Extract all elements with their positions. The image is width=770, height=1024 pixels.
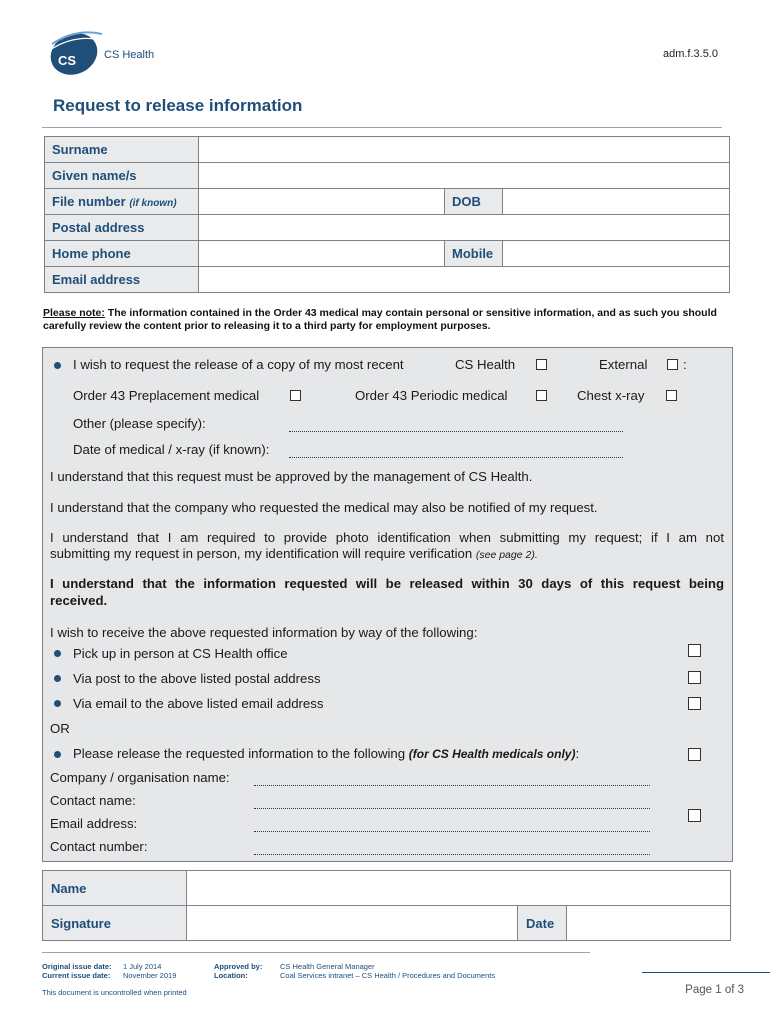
- original-issue-label: Original issue date:: [42, 962, 112, 971]
- understand-approval-text: I understand that this request must be approved by the management of CS Health.: [50, 469, 533, 484]
- periodic-label: Order 43 Periodic medical: [355, 388, 508, 403]
- company-field[interactable]: [254, 784, 650, 786]
- home-phone-label: Home phone: [45, 241, 199, 267]
- uncontrolled-notice: This document is uncontrolled when printed: [42, 988, 187, 997]
- please-note-label: Please note:: [43, 307, 105, 319]
- cs-health-logo: [46, 24, 106, 80]
- release-to-label: Please release the requested information to the following (for CS Health medicals only):: [73, 746, 580, 761]
- surname-label: Surname: [45, 137, 199, 163]
- postal-address-label: Postal address: [45, 215, 199, 241]
- date-of-medical-field[interactable]: [289, 456, 623, 458]
- file-number-field[interactable]: [199, 189, 445, 215]
- document-reference: adm.f.3.5.0: [662, 48, 718, 60]
- bullet-icon: [54, 362, 61, 369]
- pickup-checkbox[interactable]: [688, 644, 701, 657]
- understand-id-text-2: submitting my request in person, my identification will require verification (see page 2).: [50, 546, 538, 561]
- name-field[interactable]: [187, 871, 731, 906]
- preplacement-checkbox[interactable]: [290, 390, 301, 401]
- chest-xray-checkbox[interactable]: [666, 390, 677, 401]
- via-email-checkbox[interactable]: [688, 697, 701, 710]
- via-post-label: Via post to the above listed postal address: [73, 671, 321, 686]
- understand-30-days-text-2: received.: [50, 593, 108, 608]
- receive-intro-text: I wish to receive the above requested information by way of the following:: [50, 625, 478, 640]
- please-note-text: The information contained in the Order 43 medical may contain personal or sensitive information, and as such you should carefully review the content prior to releasing it to a third party for employment purposes.: [43, 307, 717, 332]
- understand-id-text-1: I understand that I am required to provide photo identification when submitting my request; if I am not: [50, 530, 724, 545]
- location-label: Location:: [214, 971, 248, 980]
- chest-xray-label: Chest x-ray: [577, 388, 645, 403]
- other-specify-field[interactable]: [289, 430, 623, 432]
- email-field[interactable]: [254, 830, 650, 832]
- file-number-note: (if known): [129, 198, 177, 209]
- contact-number-field[interactable]: [254, 853, 650, 855]
- contact-number-label: Contact number:: [50, 839, 148, 854]
- name-label: Name: [43, 871, 187, 906]
- date-of-medical-label: Date of medical / x-ray (if known):: [73, 442, 270, 457]
- bullet-icon: [54, 650, 61, 657]
- approved-by-value: CS Health General Manager: [280, 962, 375, 971]
- title-divider: [42, 127, 722, 128]
- other-specify-label: Other (please specify):: [73, 416, 206, 431]
- date-label: Date: [518, 906, 567, 941]
- dob-field[interactable]: [503, 189, 730, 215]
- signature-table: [42, 870, 731, 941]
- page-title: Request to release information: [53, 96, 303, 115]
- via-post-checkbox[interactable]: [688, 671, 701, 684]
- given-names-label: Given name/s: [45, 163, 199, 189]
- current-issue-label: Current issue date:: [42, 971, 111, 980]
- cs-health-checkbox[interactable]: [536, 359, 547, 370]
- preplacement-label: Order 43 Preplacement medical: [73, 388, 260, 403]
- page-number: Page 1 of 3: [685, 984, 744, 996]
- surname-field[interactable]: [199, 137, 730, 163]
- mobile-field[interactable]: [503, 241, 730, 267]
- external-colon: :: [683, 357, 687, 372]
- release-to-checkbox[interactable]: [688, 748, 701, 761]
- signature-label: Signature: [43, 906, 187, 941]
- understand-30-days-text-1: I understand that the information requested will be released within 30 days of this request being: [50, 576, 724, 591]
- postal-address-field[interactable]: [199, 215, 730, 241]
- contact-name-field[interactable]: [254, 807, 650, 809]
- via-email-label: Via email to the above listed email address: [73, 696, 324, 711]
- cs-health-option-label: CS Health: [455, 357, 516, 372]
- release-to-note: (for CS Health medicals only): [408, 747, 576, 761]
- personal-details-table: [44, 136, 730, 293]
- email-label: Email address:: [50, 816, 138, 831]
- page-number-divider: [642, 972, 770, 973]
- given-names-field[interactable]: [199, 163, 730, 189]
- logo-text: CS: [58, 53, 77, 68]
- signature-field[interactable]: [187, 906, 518, 941]
- original-issue-value: 1 July 2014: [123, 962, 162, 971]
- contact-name-label: Contact name:: [50, 793, 136, 808]
- external-checkbox[interactable]: [667, 359, 678, 370]
- contact-details-checkbox[interactable]: [688, 809, 701, 822]
- external-option-label: External: [599, 357, 648, 372]
- file-number-label: File number (if known): [45, 189, 199, 215]
- understand-notify-text: I understand that the company who requested the medical may also be notified of my request.: [50, 500, 598, 515]
- bullet-icon: [54, 751, 61, 758]
- company-label: Company / organisation name:: [50, 770, 230, 785]
- request-section: [42, 347, 733, 862]
- pickup-label: Pick up in person at CS Health office: [73, 646, 288, 661]
- bullet-icon: [54, 700, 61, 707]
- mobile-label: Mobile: [445, 241, 503, 267]
- current-issue-value: November 2019: [123, 971, 177, 980]
- footer-divider: [42, 952, 590, 953]
- home-phone-field[interactable]: [199, 241, 445, 267]
- location-value: Coal Services intranet – CS Health / Procedures and Documents: [280, 971, 496, 980]
- or-text: OR: [50, 721, 70, 736]
- email-address-label: Email address: [45, 267, 199, 293]
- brand-name: CS Health: [104, 49, 155, 61]
- please-note: [43, 307, 731, 333]
- periodic-checkbox[interactable]: [536, 390, 547, 401]
- date-field[interactable]: [567, 906, 731, 941]
- see-page-note: (see page 2).: [475, 549, 538, 561]
- approved-by-label: Approved by:: [214, 962, 263, 971]
- dob-label: DOB: [445, 189, 503, 215]
- release-intro-text: I wish to request the release of a copy of my most recent: [73, 357, 404, 372]
- email-address-field[interactable]: [199, 267, 730, 293]
- bullet-icon: [54, 675, 61, 682]
